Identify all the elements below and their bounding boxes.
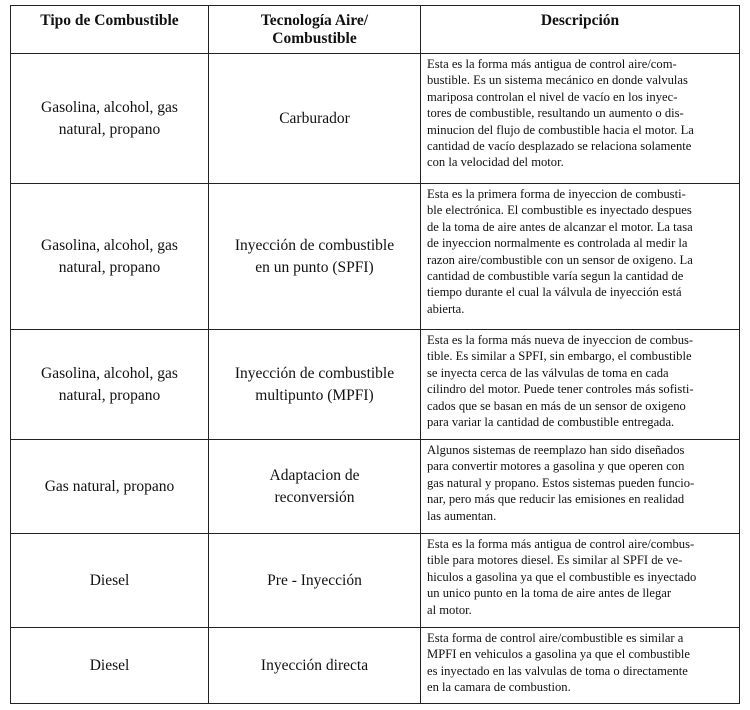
description-cell [421, 534, 740, 628]
fuel-type-cell-line: Gasolina, alcohol, gas [41, 98, 178, 116]
fuel-type-cell-line: Gas natural, propano [44, 477, 175, 495]
fuel-type-cell [11, 184, 209, 330]
table-row [11, 54, 740, 184]
description-cell-line: es inyectado en las valvulas de toma o directamente [427, 663, 688, 678]
description-cell [421, 440, 740, 534]
description-cell-line: al motor. [427, 602, 472, 617]
table-row [11, 534, 740, 628]
technology-cell [209, 534, 421, 628]
header-air-fuel-technology [209, 6, 421, 54]
description-cell [421, 628, 740, 704]
description-cell-line: tible. Es similar a SPFI, sin embargo, el combustible [427, 349, 692, 364]
fuel-type-cell-line: natural, propano [58, 120, 161, 138]
description-cell-line: en la camara de combustion. [427, 680, 571, 695]
table-row [11, 628, 740, 704]
description-cell-line: MPFI en vehiculos a gasolina ya que el combustible [427, 647, 691, 662]
description-cell-line: minucion del flujo de combustible hacia el motor. La [427, 122, 694, 137]
fuel-type-cell [11, 628, 209, 704]
header-technology-label-line1: Tecnología Aire/ [260, 12, 369, 29]
technology-cell [209, 54, 421, 184]
fuel-type-cell [11, 54, 209, 184]
technology-cell-line: en un punto (SPFI) [255, 258, 374, 276]
description-cell-line: con la velocidad del motor. [427, 155, 564, 170]
technology-cell-line: Carburador [279, 109, 350, 127]
technology-cell [209, 440, 421, 534]
technology-cell [209, 184, 421, 330]
fuel-type-cell [11, 534, 209, 628]
description-cell-line: Esta es la forma más antigua de control aire/com- [427, 57, 677, 71]
description-cell-line: ble electrónica. El combustible es inyectado despues [427, 203, 692, 218]
description-cell-line: de la toma de aire antes de alcanzar el motor. La tasa [427, 219, 693, 234]
description-cell-line: Esta es la forma más nueva de inyeccion de combus- [427, 333, 694, 347]
technology-cell-line: Adaptacion de [269, 466, 360, 484]
description-cell-line: bustible. Es un sistema mecánico en donde valvulas [427, 73, 688, 88]
header-description [421, 6, 740, 54]
technology-cell [209, 628, 421, 704]
description-cell-line: Algunos sistemas de reemplazo han sido diseñados [427, 443, 685, 457]
description-cell-line: para convertir motores a gasolina y que operen con [427, 459, 685, 474]
description-cell-line: cantidad de combustible varía segun la cantidad de [427, 269, 684, 284]
description-cell-line: razon aire/combustible con un sensor de oxigeno. La [427, 252, 693, 267]
table-body [11, 54, 740, 704]
fuel-type-cell-line: natural, propano [58, 386, 161, 404]
description-cell-line: cados que se basan en más de un sensor de oxigeno [427, 398, 686, 413]
description-cell-line: cantidad de vacío desplazado se relaciona solamente [427, 139, 692, 154]
description-cell-line: para variar la cantidad de combustible entregada. [427, 415, 675, 430]
description-cell [421, 330, 740, 440]
description-cell-line: hiculos a gasolina ya que el combustible es inyectado [427, 569, 697, 584]
description-cell-line: Esta forma de control aire/combustible es similar a [427, 631, 684, 645]
description-cell-line: Esta es la forma más antigua de control aire/combus- [427, 537, 695, 551]
technology-cell-line: Inyección de combustible [234, 364, 395, 382]
description-cell-line: un unico punto en la toma de aire antes de llegar [427, 586, 672, 601]
description-cell-line: de inyeccion normalmente es controlada al medir la [427, 236, 688, 251]
technology-cell-line: multipunto (MPFI) [255, 386, 374, 404]
table-row [11, 184, 740, 330]
description-cell-line: abierta. [427, 301, 465, 316]
description-cell-line: gas natural y propano. Estos sistemas pueden funcio- [427, 475, 695, 490]
table-row [11, 440, 740, 534]
description-cell-line: tible para motores diesel. Es similar al SPFI de ve- [427, 553, 683, 568]
technology-cell [209, 330, 421, 440]
fuel-technology-table-container [10, 5, 740, 704]
description-cell-line: nar, pero más que reducir las emisiones en realidad [427, 492, 685, 507]
header-fuel-type-label: Tipo de Combustible [40, 12, 179, 29]
description-cell-line: se inyecta cerca de las válvulas de toma en cada [427, 365, 669, 380]
description-cell-line: las aumentan. [427, 508, 497, 523]
description-cell-line: cilindro del motor. Puede tener controles más sofisti- [427, 382, 694, 397]
fuel-type-cell-line: Gasolina, alcohol, gas [41, 364, 178, 382]
fuel-technology-table [10, 5, 740, 704]
technology-cell-line: reconversión [274, 488, 355, 506]
description-cell [421, 54, 740, 184]
header-technology-label-line2: Combustible [272, 30, 357, 47]
description-cell-line: mariposa controlan el nivel de vacío en los inyec- [427, 89, 678, 104]
header-row [11, 6, 740, 54]
description-cell [421, 184, 740, 330]
fuel-type-cell-line: Diesel [89, 571, 130, 589]
fuel-type-cell [11, 330, 209, 440]
technology-cell-line: Pre - Inyección [267, 571, 362, 589]
description-cell-line: tiempo durante el cual la válvula de inyección está [427, 285, 682, 300]
technology-cell-line: Inyección de combustible [234, 236, 395, 254]
fuel-type-cell-line: natural, propano [58, 258, 161, 276]
header-description-label: Descripción [540, 12, 620, 29]
table-row [11, 330, 740, 440]
description-cell-line: Esta es la primera forma de inyeccion de combusti- [427, 187, 686, 201]
header-fuel-type [11, 6, 209, 54]
fuel-type-cell [11, 440, 209, 534]
description-cell-line: tores de combustible, resultando un aumento o dis- [427, 106, 684, 121]
fuel-type-cell-line: Gasolina, alcohol, gas [41, 236, 178, 254]
fuel-type-cell-line: Diesel [89, 656, 130, 674]
technology-cell-line: Inyección directa [260, 656, 369, 674]
